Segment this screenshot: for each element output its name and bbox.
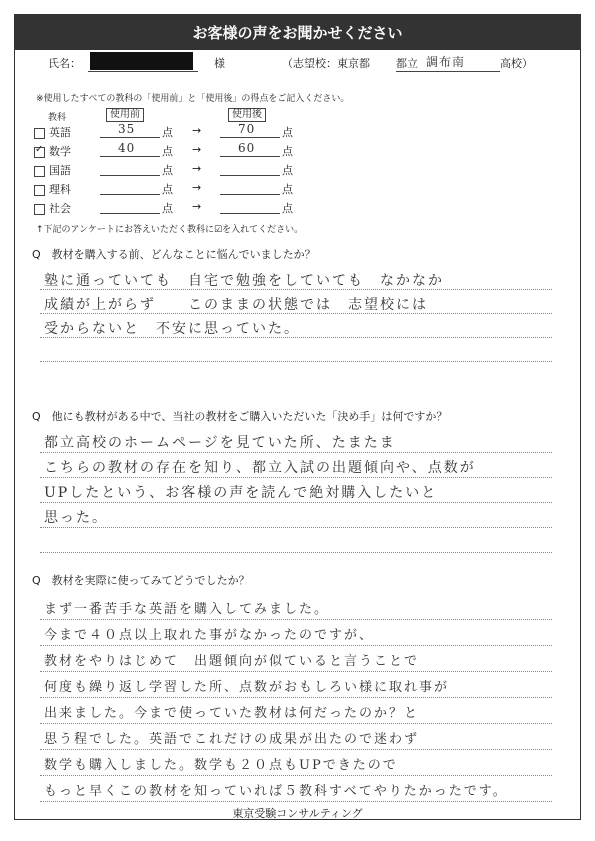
subject-checkbox[interactable] xyxy=(34,185,45,196)
answer-guide-line xyxy=(40,645,552,646)
school-suffix: 高校） xyxy=(500,57,533,70)
answer-line: 教材をやりはじめて 出題傾向が似ていると言うことで xyxy=(44,654,420,669)
answer-line: UPしたという、お客様の声を読んで絶対購入したいと xyxy=(44,485,438,501)
subject-name: 社会 xyxy=(49,202,71,215)
answer-guide-line xyxy=(40,749,552,750)
before-underline xyxy=(100,194,160,195)
answer-guide-line xyxy=(40,452,552,453)
school-underline xyxy=(396,71,500,72)
after-underline xyxy=(220,156,280,157)
arrow-icon: → xyxy=(192,124,202,137)
subject-name: 理科 xyxy=(49,183,71,196)
point-unit: 点 xyxy=(282,183,293,196)
question-text: Q 教材を購入する前、どんなことに悩んでいましたか？ xyxy=(32,248,316,261)
point-unit: 点 xyxy=(162,183,173,196)
answer-guide-line xyxy=(40,723,552,724)
page-title: お客様の声をお聞かせください xyxy=(14,14,581,50)
score-note: ↑下記のアンケートにお答えいただく教科に☑を入れてください。 xyxy=(36,225,304,235)
score-before: 40 xyxy=(118,141,136,155)
answer-line: 受からないと 不安に思っていた。 xyxy=(44,321,300,337)
answer-line: 何度も繰り返し学習した所、点数がおもしろい様に取れ事が xyxy=(44,680,450,695)
answer-guide-line xyxy=(40,337,552,338)
answer-guide-line xyxy=(40,552,552,553)
name-label: 氏名： xyxy=(48,57,81,70)
point-unit: 点 xyxy=(282,145,293,158)
subject-checkbox-label xyxy=(34,124,71,140)
answer-line: 出来ました。今まで使っていた教材は何だったのか？と xyxy=(44,706,420,721)
answer-guide-line xyxy=(40,289,552,290)
honorific-label: 様 xyxy=(214,57,225,70)
answer-line: 今まで４０点以上取れた事がなかったのですが、 xyxy=(44,628,375,643)
answer-guide-line xyxy=(40,801,552,802)
subject-checkbox-label xyxy=(34,143,71,159)
point-unit: 点 xyxy=(162,202,173,215)
answer-line: もっと早くこの教材を知っていれば５教科すべてやりたかったです。 xyxy=(44,784,508,799)
answer-guide-line xyxy=(40,313,552,314)
question-text: Q 教材を実際に使ってみてどうでしたか？ xyxy=(32,574,250,587)
answer-line: 数学も購入しました。数学も２０点もUPできたので xyxy=(44,758,398,773)
arrow-icon: → xyxy=(192,162,202,175)
answer-guide-line xyxy=(40,361,552,362)
point-unit: 点 xyxy=(162,145,173,158)
before-header: 使用前 xyxy=(106,108,144,122)
subject-checkbox[interactable] xyxy=(34,128,45,139)
subject-name: 英語 xyxy=(49,126,71,139)
answer-line: 塾に通っていても 自宅で勉強をしていても なかなか xyxy=(44,273,444,289)
point-unit: 点 xyxy=(162,126,173,139)
before-underline xyxy=(100,175,160,176)
score-instruction: ※使用したすべての教科の「使用前」と「使用後」の得点をご記入ください。 xyxy=(36,94,350,104)
subject-checkbox[interactable] xyxy=(34,166,45,177)
point-unit: 点 xyxy=(162,164,173,177)
after-header: 使用後 xyxy=(228,108,266,122)
subject-checkbox-label xyxy=(34,162,71,178)
after-underline xyxy=(220,137,280,138)
name-underline xyxy=(88,71,198,72)
answer-guide-line xyxy=(40,619,552,620)
school-prefix: （志望校：東京都 xyxy=(282,57,370,70)
answer-guide-line xyxy=(40,697,552,698)
answer-guide-line xyxy=(40,527,552,528)
arrow-icon: → xyxy=(192,143,202,156)
before-underline xyxy=(100,156,160,157)
point-unit: 点 xyxy=(282,202,293,215)
after-underline xyxy=(220,194,280,195)
answer-guide-line xyxy=(40,775,552,776)
answer-line: まず一番苦手な英語を購入してみました。 xyxy=(44,602,330,617)
subject-name: 国語 xyxy=(49,164,71,177)
answer-guide-line xyxy=(40,671,552,672)
score-after: 60 xyxy=(238,141,256,155)
answer-guide-line xyxy=(40,477,552,478)
answer-line: 思った。 xyxy=(44,510,108,526)
question-text: Q 他にも教材がある中で、当社の教材をご購入いただいた「決め手」は何ですか？ xyxy=(32,410,448,423)
point-unit: 点 xyxy=(282,126,293,139)
subject-checkbox-label xyxy=(34,200,71,216)
score-after: 70 xyxy=(238,122,256,136)
subject-checkbox[interactable] xyxy=(34,204,45,215)
answer-line: こちらの教材の存在を知り、都立入試の出題傾向や、点数が xyxy=(44,460,476,476)
after-underline xyxy=(220,213,280,214)
answer-line: 都立高校のホームページを見ていた所、たまたま xyxy=(44,435,396,451)
answer-line: 思う程でした。英語でこれだけの成果が出たので迷わず xyxy=(44,732,420,747)
redacted-name xyxy=(90,52,193,70)
point-unit: 点 xyxy=(282,164,293,177)
subject-checkbox[interactable] xyxy=(34,147,45,158)
subject-header: 教科 xyxy=(48,113,67,123)
answer-guide-line xyxy=(40,502,552,503)
answer-line: 成績が上がらず このままの状態では 志望校には xyxy=(44,297,428,313)
arrow-icon: → xyxy=(192,181,202,194)
before-underline xyxy=(100,137,160,138)
subject-name: 数学 xyxy=(49,145,71,158)
before-underline xyxy=(100,213,160,214)
after-underline xyxy=(220,175,280,176)
school-name: 調布南 xyxy=(426,55,466,69)
score-before: 35 xyxy=(118,122,136,136)
subject-checkbox-label xyxy=(34,181,71,197)
arrow-icon: → xyxy=(192,200,202,213)
school-type: 都立 xyxy=(396,57,418,70)
company-name: 東京受験コンサルティング xyxy=(232,807,363,820)
